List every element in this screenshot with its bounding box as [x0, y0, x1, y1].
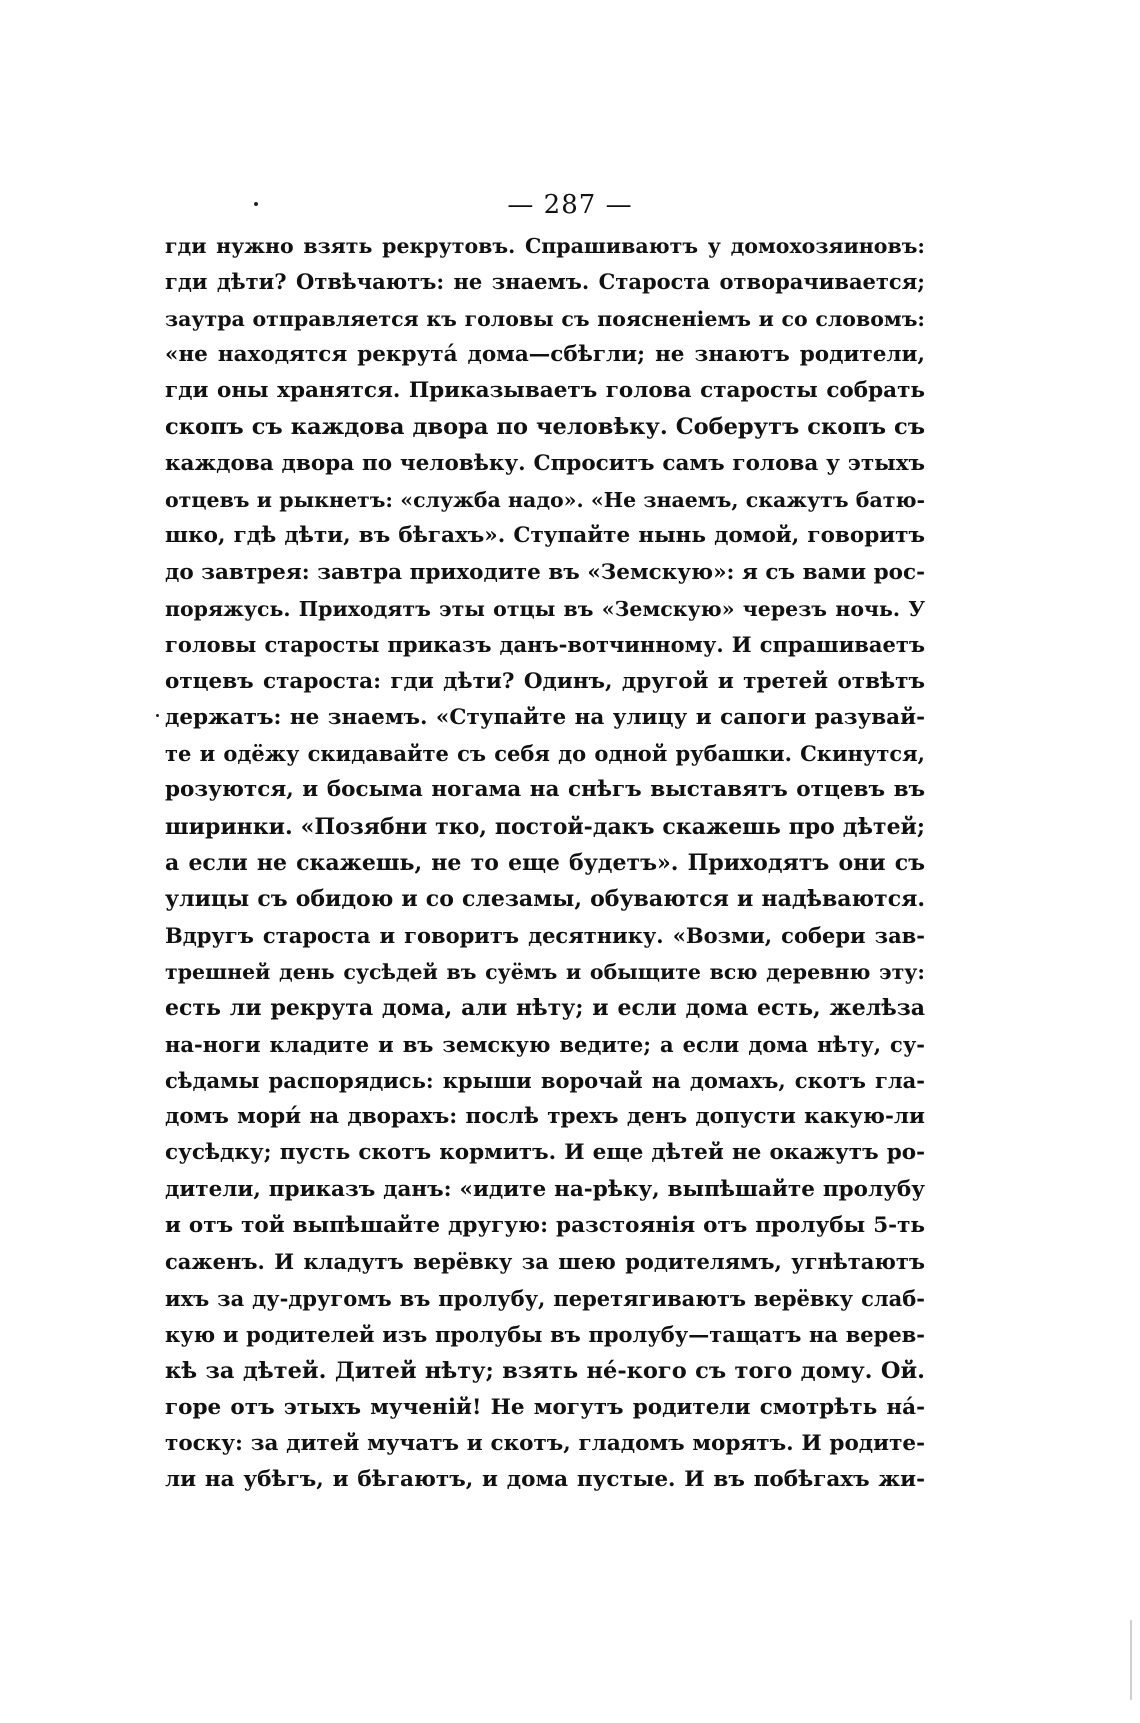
text-line: трешней день сусѣдей въ суёмъ и обыщите всю деревню эту: [165, 959, 925, 984]
text-line: гди нужно взять рекрутовъ. Спрашиваютъ у домохозяиновъ: [165, 234, 925, 258]
text-line: домъ мори́ на дворахъ: послѣ трехъ денъ допусти какую-ли [165, 1104, 925, 1130]
text-line: улицы съ обидою и со слезамы, обуваются и надѣваются. [165, 886, 925, 913]
text-line: сусѣдку; пусть скотъ кормитъ. И еще дѣтей не окажутъ ро- [165, 1140, 925, 1166]
text-line: есть ли рекрута дома, али нѣту; и если дома есть, желѣза [165, 995, 925, 1022]
text-line: а если не скажешь, не то еще будетъ». Приходятъ они съ [165, 850, 925, 877]
text-line: гди оны хранятся. Приказываетъ голова старосты собрать [165, 378, 925, 404]
text-line: саженъ. И кладутъ верёвку за шею родителямъ, угнѣтаютъ [165, 1249, 925, 1275]
text-line: каждова двора по человѣку. Спроситъ самъ голова у этыхъ [165, 450, 925, 476]
text-line: держатъ: не знаемъ. «Ступайте на улицу и сапоги разувай- [165, 704, 925, 730]
text-line: отцевъ староста: гди дѣти? Одинъ, другой и третей отвѣтъ [165, 668, 925, 694]
text-line: горе отъ этыхъ мученій! Не могутъ родители смотрѣть на́- [165, 1394, 925, 1420]
text-line: розуются, и босыма ногама на снѣгъ выставятъ отцевъ въ [165, 777, 925, 803]
text-line: те и одёжу скидавайте съ себя до одной рубашки. Скинутся, [165, 741, 925, 767]
text-line: Вдругъ староста и говоритъ десятнику. «Возми, собери зав- [165, 922, 925, 948]
text-line: кѣ за дѣтей. Дитей нѣту; взять не́-кого съ того дому. Ой. [165, 1358, 925, 1385]
text-line: поряжусь. Приходятъ эты отцы въ «Земскую» черезъ ночь. У [165, 596, 925, 621]
stray-dot-margin [156, 714, 159, 717]
stray-dot-top [254, 202, 258, 206]
text-line: ихъ за ду-другомъ въ пролубу, перетягиваютъ верёвку слаб- [165, 1285, 925, 1311]
text-line: «не находятся рекрута́ дома—сбѣгли; не знаютъ родители, [165, 341, 925, 367]
page-number: — 287 — [507, 190, 633, 220]
text-line: и отъ той выпѣшайте другую: разстоянія отъ пролубы 5-ть [165, 1213, 925, 1239]
text-line: сѣдамы распорядись: крыши ворочай на домахъ, скотъ гла- [165, 1067, 925, 1093]
text-line: кую и родителей изъ пролубы въ пролубу—тащатъ на верев- [165, 1321, 925, 1347]
text-line: гди дѣти? Отвѣчаютъ: не знаемъ. Староста отворачивается; [165, 269, 925, 295]
text-line: до завтрея: завтра приходите въ «Земскую»: я съ вами рос- [165, 559, 925, 585]
text-line: шко, гдѣ дѣти, въ бѣгахъ». Ступайте нынь домой, говоритъ [165, 523, 925, 549]
text-line: отцевъ и рыкнетъ: «служба надо». «Не знаемъ, скажутъ батю- [165, 488, 925, 513]
text-line: ли на убѣгъ, и бѣгаютъ, и дома пустые. И въ побѣгахъ жи- [165, 1467, 925, 1493]
text-line: заутра отправляется къ головы съ поясненіемъ и со словомъ: [165, 306, 925, 331]
text-line: тоску: за дитей мучатъ и скотъ, гладомъ морятъ. И родите- [165, 1430, 925, 1456]
body-text [165, 228, 925, 1498]
text-line: ширинки. «Позябни тко, постой-дакъ скажешь про дѣтей; [165, 813, 925, 840]
text-line: скопъ съ каждова двора по человѣку. Соберутъ скопъ съ [165, 414, 925, 441]
text-line: на-ноги кладите и въ земскую ведите; а если дома нѣту, су- [165, 1031, 925, 1057]
scan-edge-mark [1130, 1620, 1132, 1700]
text-line: дители, приказъ данъ: «идите на-рѣку, выпѣшайте пролубу [165, 1176, 925, 1202]
text-line: головы старосты приказъ данъ-вотчинному. И спрашиваетъ [165, 632, 925, 658]
